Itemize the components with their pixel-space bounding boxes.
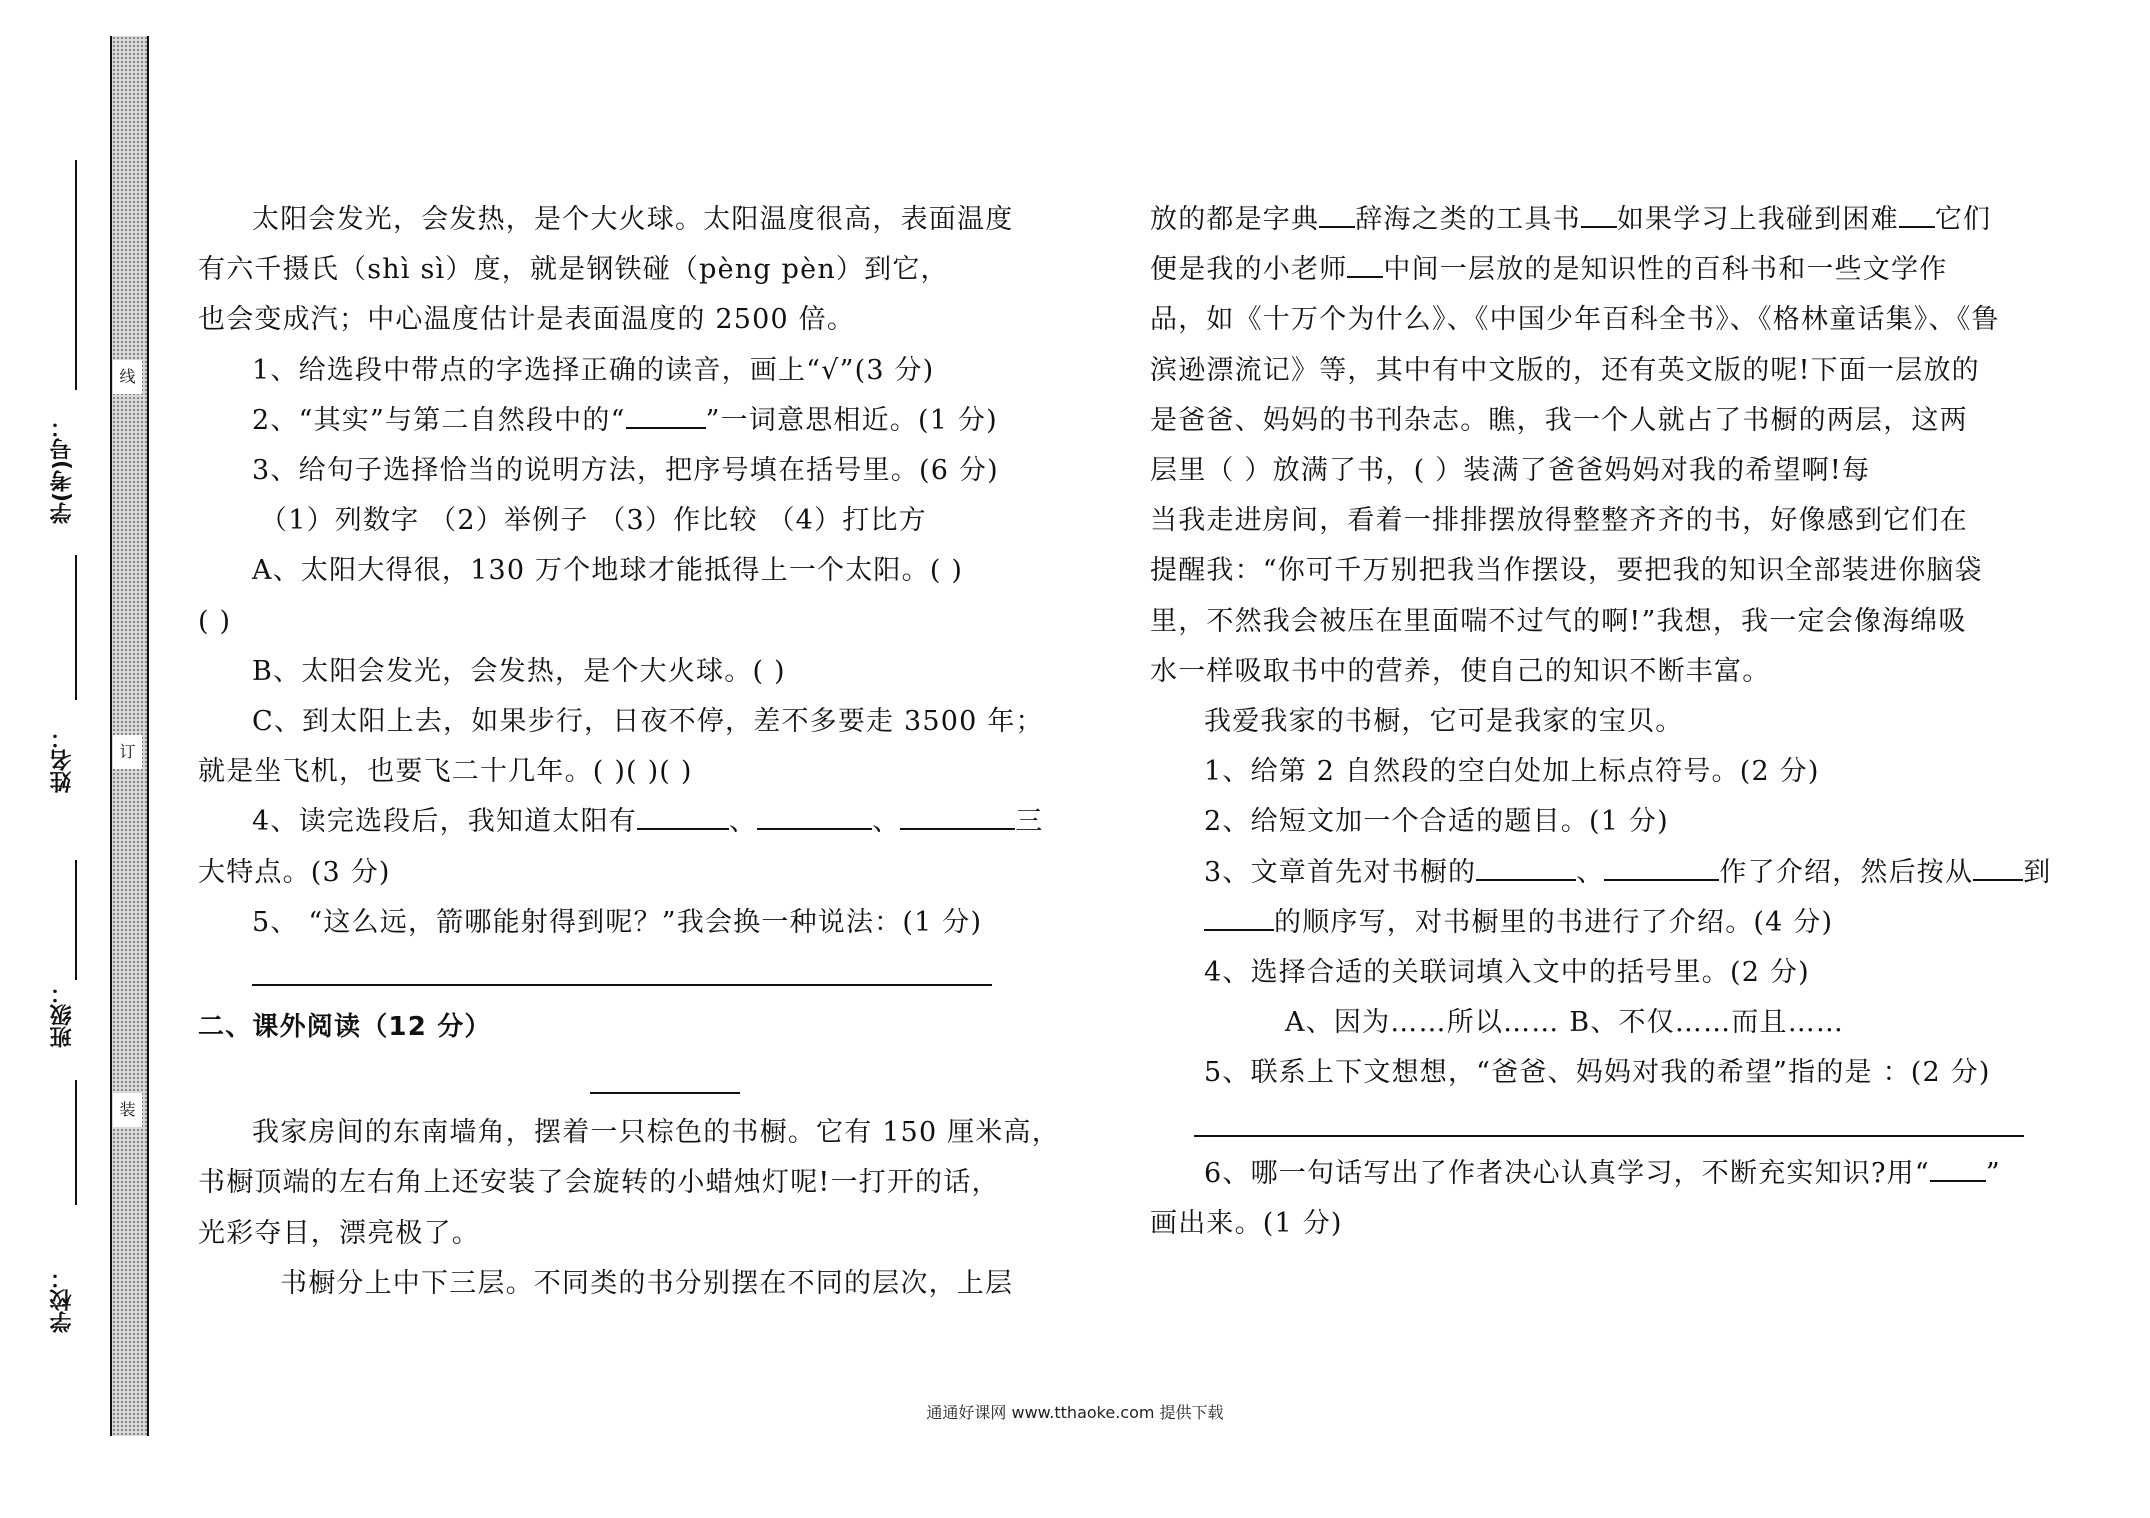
passage-line-6: 层里（ ）放满了书，( ）装满了爸爸妈妈对我的希望啊!每: [1150, 455, 1871, 487]
punct-blank-4[interactable]: [1347, 246, 1383, 278]
punct-blank-3[interactable]: [1899, 196, 1935, 228]
q3-c-2: 就是坐飞机，也要飞二十几年。( )( )( ): [198, 756, 693, 788]
title-blank-area: [198, 1052, 1078, 1108]
story-line-1: 我家房间的东南墙角，摆着一只棕色的书橱。它有 150 厘米高，: [252, 1117, 1060, 1149]
r-q3-blank-4[interactable]: [1204, 899, 1274, 931]
passage-line-8: 提醒我：“你可千万别把我当作摆设，要把我的知识全部装进你脑袋: [1150, 555, 1983, 587]
name-line: [75, 860, 77, 980]
passage-line-9: 里，不然我会被压在里面喘不过气的啊!”我想，我一定会像海绵吸: [1150, 605, 1967, 637]
passage-line-3: 品，如《十万个为什么》、《中国少年百科全书》、《格林童话集》、《鲁: [1150, 304, 2000, 336]
r-q4-options: A、因为……所以…… B、不仅……而且……: [1285, 1007, 1845, 1039]
r-q3-blank-1[interactable]: [1476, 849, 1576, 881]
r-q6-a: 6、哪一句话写出了作者决心认真学习，不断充实知识?用“: [1204, 1157, 1930, 1189]
question-4: [198, 797, 1078, 847]
passage-line-4: 滨逊漂流记》等，其中有中文版的，还有英文版的呢!下面一层放的: [1150, 354, 1980, 386]
student-id-line-2: [75, 555, 77, 700]
q4-blank-1[interactable]: [637, 798, 729, 830]
q2-text-a: 2、“其实”与第二自然段中的“: [252, 404, 626, 436]
r-q5-answer-line[interactable]: [1194, 1099, 2050, 1149]
r-question-3: [1150, 848, 2050, 898]
passage-line-10: 水一样吸取书中的营养，使自己的知识不断丰富。: [1150, 655, 1771, 687]
r-q6-b: ”: [1985, 1157, 2001, 1189]
left-column: [198, 195, 1078, 1309]
r-question-6: [1150, 1149, 2050, 1199]
r-q3-a: 3、文章首先对书橱的: [1204, 856, 1477, 888]
q2-blank[interactable]: [626, 397, 706, 429]
q5-answer-line[interactable]: [252, 948, 1078, 998]
r-question-5: 5、联系上下文想想，“爸爸、妈妈对我的希望”指的是 ：(2 分): [1204, 1057, 1991, 1089]
q4-cont: 大特点。(3 分): [198, 856, 391, 888]
r-question-1: 1、给第 2 自然段的空白处加上标点符号。(2 分): [1204, 756, 1820, 788]
story-line-4: 书橱分上中下三层。不同类的书分别摆在不同的层次，上层: [280, 1267, 1014, 1299]
binding-char-xian: 线: [113, 360, 142, 394]
q3-c-1: C、到太阳上去，如果步行，日夜不停，差不多要走 3500 年；: [252, 706, 1044, 738]
r-q6-cont: 画出来。(1 分): [1150, 1207, 1343, 1239]
r-q3-c: 到: [2023, 856, 2052, 888]
student-id-label: 学(考)号：: [50, 415, 75, 525]
punct-blank-2[interactable]: [1581, 196, 1617, 228]
punct-blank-1[interactable]: [1319, 196, 1355, 228]
story-line-3: 光彩夺目，漂亮极了。: [198, 1217, 480, 1249]
p1-d: 它们: [1934, 204, 1992, 235]
footer-credit: 通通好课网 www.tthaoke.com 提供下载: [926, 1403, 1224, 1422]
r-q3-sep: 、: [1576, 856, 1605, 888]
q4-text-a: 4、读完选段后，我知道太阳有: [252, 806, 637, 838]
r-q3-b: 作了介绍，然后按从: [1719, 856, 1974, 888]
student-id-line: [75, 160, 77, 390]
passage-line-2: [1150, 245, 2050, 295]
passage-line-11: 我爱我家的书橱，它可是我家的宝贝。: [1204, 706, 1684, 738]
class-line: [75, 1080, 77, 1205]
r-q6-blank[interactable]: [1930, 1150, 1986, 1182]
binding-char-ding: 订: [113, 735, 142, 769]
school-label: 学校：: [50, 1267, 75, 1333]
q4-sep-2: 、: [872, 806, 901, 838]
passage-line-7: 当我走进房间，看着一排排摆放得整整齐齐的书，好像感到它们在: [1150, 505, 1968, 537]
p2-a: 便是我的小老师: [1150, 254, 1348, 286]
intro-line-3: 也会变成汽；中心温度估计是表面温度的 2500 倍。: [198, 304, 856, 336]
name-label: 姓名：: [50, 727, 75, 793]
class-label: 班级：: [50, 982, 75, 1048]
q4-text-b: 三: [1015, 806, 1044, 838]
q3-options: （1）列数字 （2）举例子 （3）作比较 （4）打比方: [260, 505, 927, 537]
r-q3-cont: [1150, 898, 2050, 948]
intro-line-2: 有六千摄氏（shì sì）度，就是钢铁碰（pèng pèn）到它，: [198, 254, 949, 286]
question-2: [198, 396, 1078, 446]
question-1: 1、给选段中带点的字选择正确的读音，画上“√”(3 分): [252, 354, 935, 386]
binding-char-zhuang: 装: [113, 1093, 142, 1127]
r-q3-blank-2[interactable]: [1604, 849, 1719, 881]
p1-c: 如果学习上我碰到困难: [1616, 204, 1899, 235]
title-blank-line[interactable]: [590, 1092, 740, 1094]
q3-b: B、太阳会发光，会发热，是个大火球。( ): [252, 655, 786, 687]
q2-text-b: ”一词意思相近。(1 分): [705, 404, 998, 436]
p2-b: 中间一层放的是知识性的百科书和一些文学作: [1383, 254, 1948, 286]
q4-blank-3[interactable]: [900, 798, 1015, 830]
q4-sep-1: 、: [728, 806, 758, 838]
r-q3-blank-3[interactable]: [1973, 849, 2023, 881]
p1-a: 放的都是字典: [1150, 204, 1320, 235]
question-5: 5、 “这么远，箭哪能射得到呢？”我会换一种说法：(1 分): [252, 906, 983, 938]
r-q3-d: 的顺序写，对书橱里的书进行了介绍。(4 分): [1274, 906, 1834, 938]
q3-a-cont: ( ): [198, 605, 232, 637]
r-question-2: 2、给短文加一个合适的题目。(1 分): [1204, 806, 1669, 838]
passage-line-5: 是爸爸、妈妈的书刊杂志。瞧，我一个人就占了书橱的两层，这两: [1150, 404, 1968, 436]
question-3: 3、给句子选择恰当的说明方法，把序号填在括号里。(6 分): [252, 455, 999, 487]
passage-line-1: [1150, 195, 2050, 245]
right-column: [1150, 195, 2050, 1249]
section-2-heading: 二、课外阅读（12 分）: [198, 1012, 492, 1043]
r-question-4: 4、选择合适的关联词填入文中的括号里。(2 分): [1204, 957, 1810, 989]
p1-b: 辞海之类的工具书: [1355, 204, 1581, 235]
q3-a: A、太阳大得很，130 万个地球才能抵得上一个太阳。( ): [252, 555, 964, 587]
story-line-2: 书橱顶端的左右角上还安装了会旋转的小蜡烛灯呢!一打开的话，: [198, 1167, 1000, 1199]
q4-blank-2[interactable]: [757, 798, 872, 830]
intro-line-1: 太阳会发光，会发热，是个大火球。太阳温度很高，表面温度: [252, 204, 1014, 235]
